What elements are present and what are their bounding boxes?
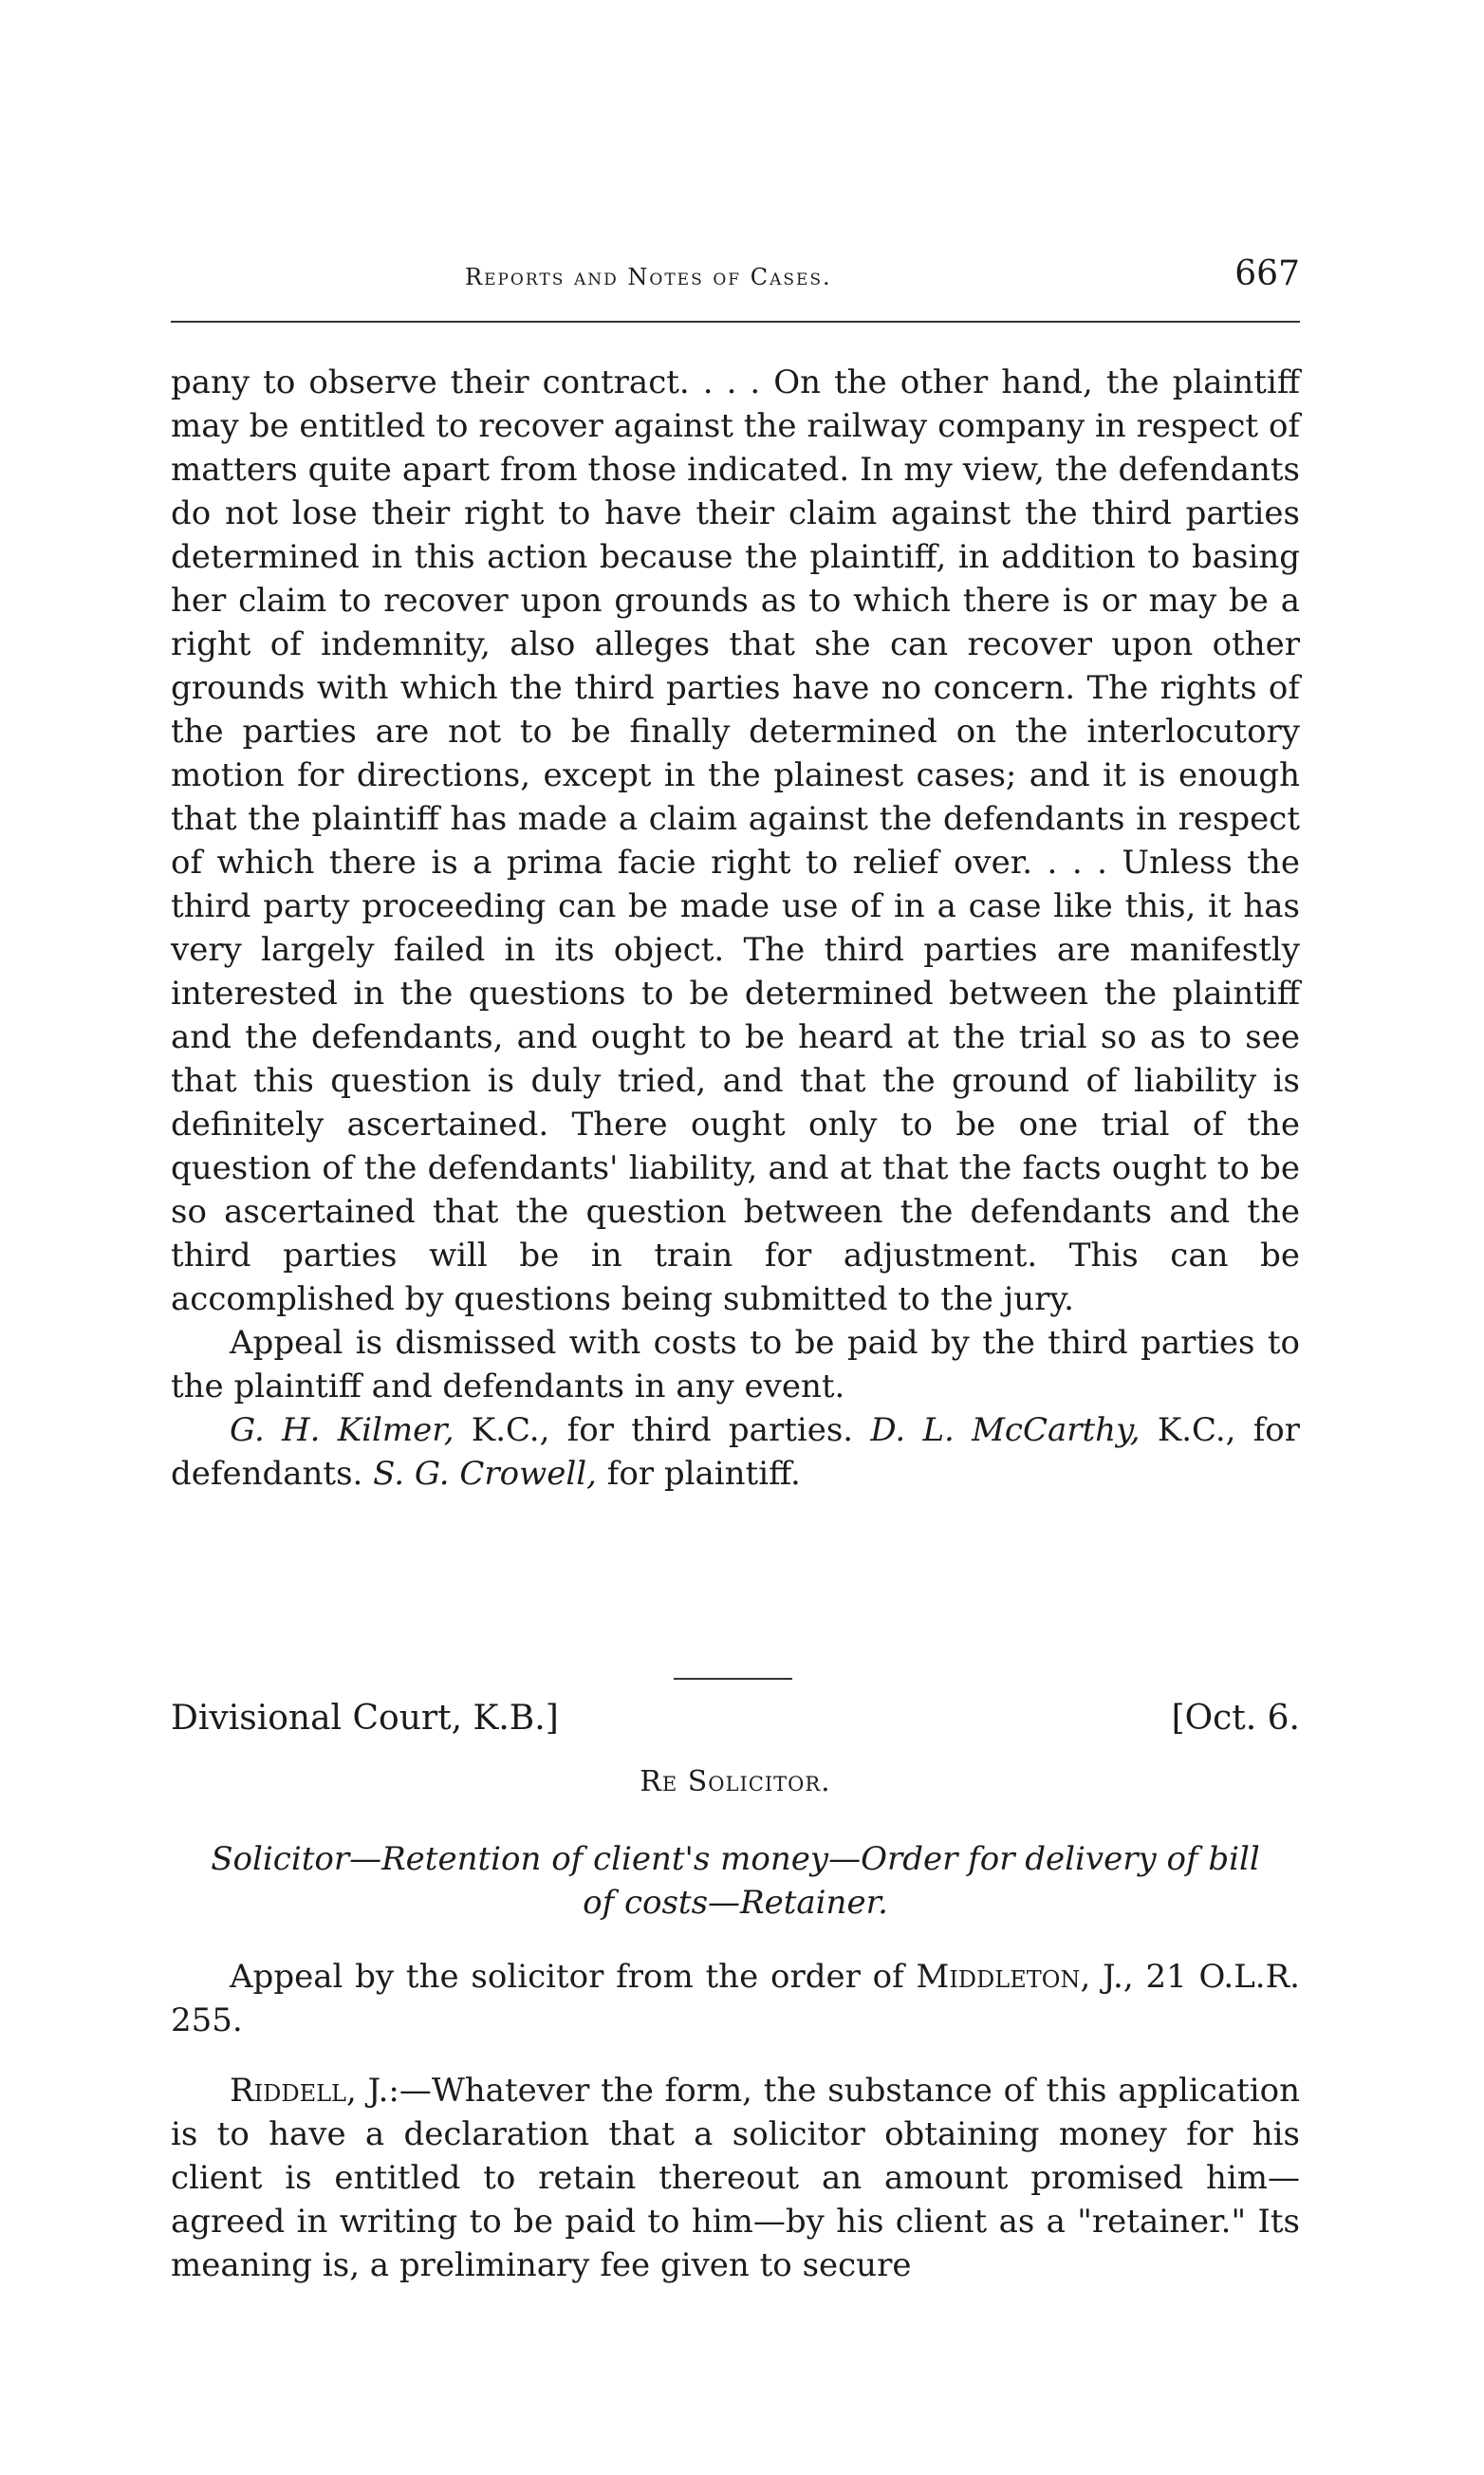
running-title: Reports and Notes of Cases. <box>465 264 832 290</box>
judgment-paragraph: Riddell, J.:—Whatever the form, the substance of this application is to have a declaration that a solicitor obtaining money for his client is entitled to retain thereout an amount promised him—agreed in writing to be paid to him—by his client as a "retainer." Its meaning is, a preliminary fee given to secure <box>171 2072 1300 2284</box>
body-paragraph: pany to observe their contract. . . . On the other hand, the plaintiff may be entitled to recover against the railway company in respect of matters quite apart from those indicated. In my view, the defendants do not lose their right to have their claim against the third parties determined in this action because the plaintiff, in addition to basing her claim to recover upon grounds as to which there is or may be a right of indemnity, also alleges that she can recover upon other grounds with which the third parties have no concern. The rights of the parties are not to be finally determined on the interlocutory motion for directions, except in the plainest cases; and it is enough that the plaintiff has made a claim against the defendants in respect of which there is a prima facie right to relief over. . . . Unless the third party proceeding can be made use of in a case like this, it has very largely failed in its object. The third parties are manifestly interested in the questions to be determined between the plaintiff and the defendants, and ought to be heard at the trial so as to see that this question is duly tried, and that the ground of liability is definitely ascertained. There ought only to be one trial of the question of the defendants' liability, and at that the facts ought to be so ascertained that the question between the defendants and the third parties will be in train for adjustment. This can be accomplished by questions being submitted to the jury. <box>171 363 1300 1318</box>
counsel-paragraph <box>171 1408 1300 1496</box>
case-title: Re Solicitor. <box>640 1765 831 1798</box>
counsel-name: D. L. McCarthy, <box>870 1411 1141 1449</box>
document-page <box>171 0 1300 2475</box>
case-body <box>171 1955 1300 2287</box>
counsel-name: S. G. Crowell, <box>373 1455 597 1493</box>
judge-name: Riddell <box>230 2072 346 2110</box>
headnote-line: Solicitor—Retention of client's money—Order for delivery of bill <box>211 1840 1260 1878</box>
headnote-line: of costs—Retainer. <box>583 1884 888 1922</box>
counsel-role: for plaintiff. <box>596 1455 801 1493</box>
paragraph-gap <box>171 2042 1300 2069</box>
headnote <box>171 1837 1300 1925</box>
disposition-paragraph: Appeal is dismissed with costs to be paid by the third parties to the plaintiff and defendants in any event. <box>171 1324 1300 1405</box>
running-head <box>171 254 1300 302</box>
counsel-name: G. H. Kilmer, <box>230 1411 454 1449</box>
counsel-role: K.C., for defendants. <box>171 1411 1301 1493</box>
section-divider <box>674 1678 792 1680</box>
counsel-role: K.C., for third parties. <box>454 1411 871 1449</box>
judge-name: Middleton <box>916 1958 1081 1996</box>
page-number: 667 <box>1234 254 1300 293</box>
court-line <box>171 1699 1300 1746</box>
appeal-paragraph: Appeal by the solicitor from the order of Middleton, J., 21 O.L.R. 255. <box>171 1958 1300 2039</box>
header-rule <box>171 321 1300 323</box>
court-name: Divisional Court, K.B.] <box>171 1699 559 1738</box>
opinion-continuation <box>171 361 1300 1496</box>
decision-date: [Oct. 6. <box>1171 1699 1300 1738</box>
